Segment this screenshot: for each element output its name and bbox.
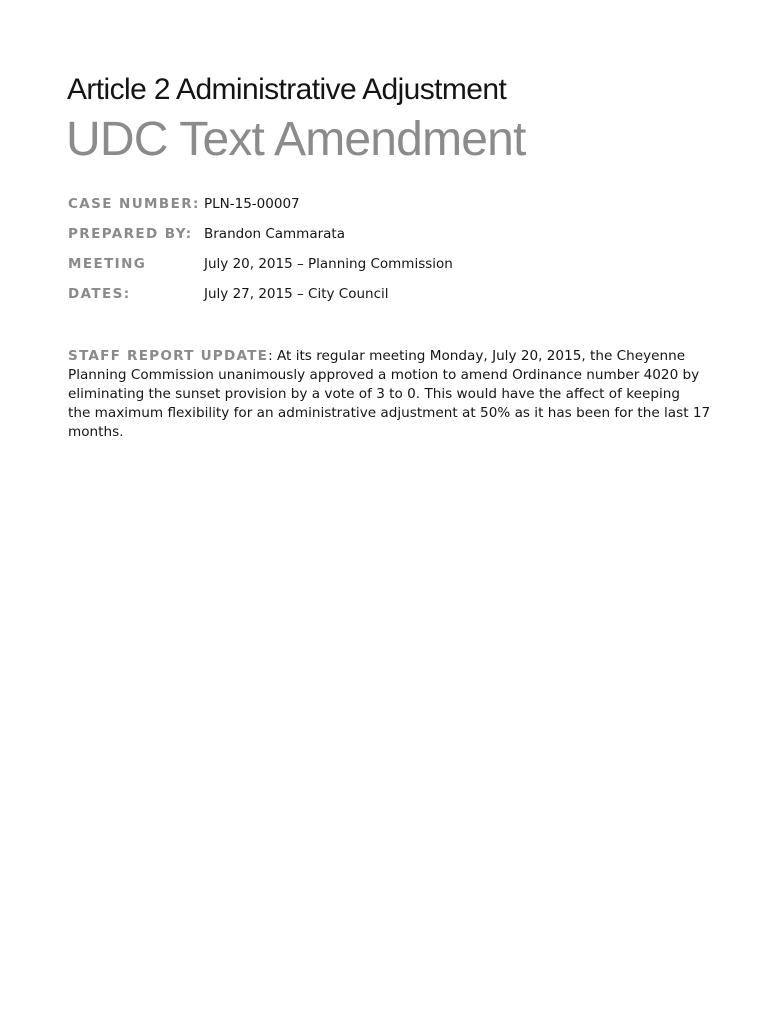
staff-report-line: eliminating the sunset provision by a vote of 3 to 0. This would have the affect of keeping bbox=[68, 386, 680, 402]
document-title: UDC Text Amendment bbox=[66, 113, 526, 166]
staff-report-line: months. bbox=[68, 424, 124, 440]
staff-report-label: STAFF REPORT UPDATE bbox=[68, 348, 269, 364]
staff-report-update bbox=[68, 347, 711, 442]
staff-report-line: Planning Commission unanimously approved a motion to amend Ordinance number 4020 by bbox=[68, 367, 700, 383]
meeting-label: MEETING bbox=[68, 256, 147, 272]
prepared-by-value: Brandon Cammarata bbox=[204, 226, 345, 242]
meeting-date-planning: July 20, 2015 – Planning Commission bbox=[204, 256, 453, 272]
staff-report-line: the maximum flexibility for an administrative adjustment at 50% as it has been for the last 17 bbox=[68, 405, 711, 421]
case-number-label: CASE NUMBER: bbox=[68, 196, 200, 212]
staff-report-text: : At its regular meeting Monday, July 20, 2015, the Cheyenne bbox=[268, 348, 686, 364]
case-number-row bbox=[68, 193, 708, 215]
prepared-by-row bbox=[68, 223, 708, 245]
document-heading: Article 2 Administrative Adjustment bbox=[67, 73, 507, 106]
dates-label: DATES: bbox=[68, 286, 131, 302]
meeting-row bbox=[68, 253, 708, 275]
meeting-date-council: July 27, 2015 – City Council bbox=[204, 286, 389, 302]
staff-report-line bbox=[68, 347, 708, 366]
case-number-value: PLN-15-00007 bbox=[204, 196, 300, 212]
prepared-by-label: PREPARED BY: bbox=[68, 226, 193, 242]
dates-row bbox=[68, 283, 708, 305]
